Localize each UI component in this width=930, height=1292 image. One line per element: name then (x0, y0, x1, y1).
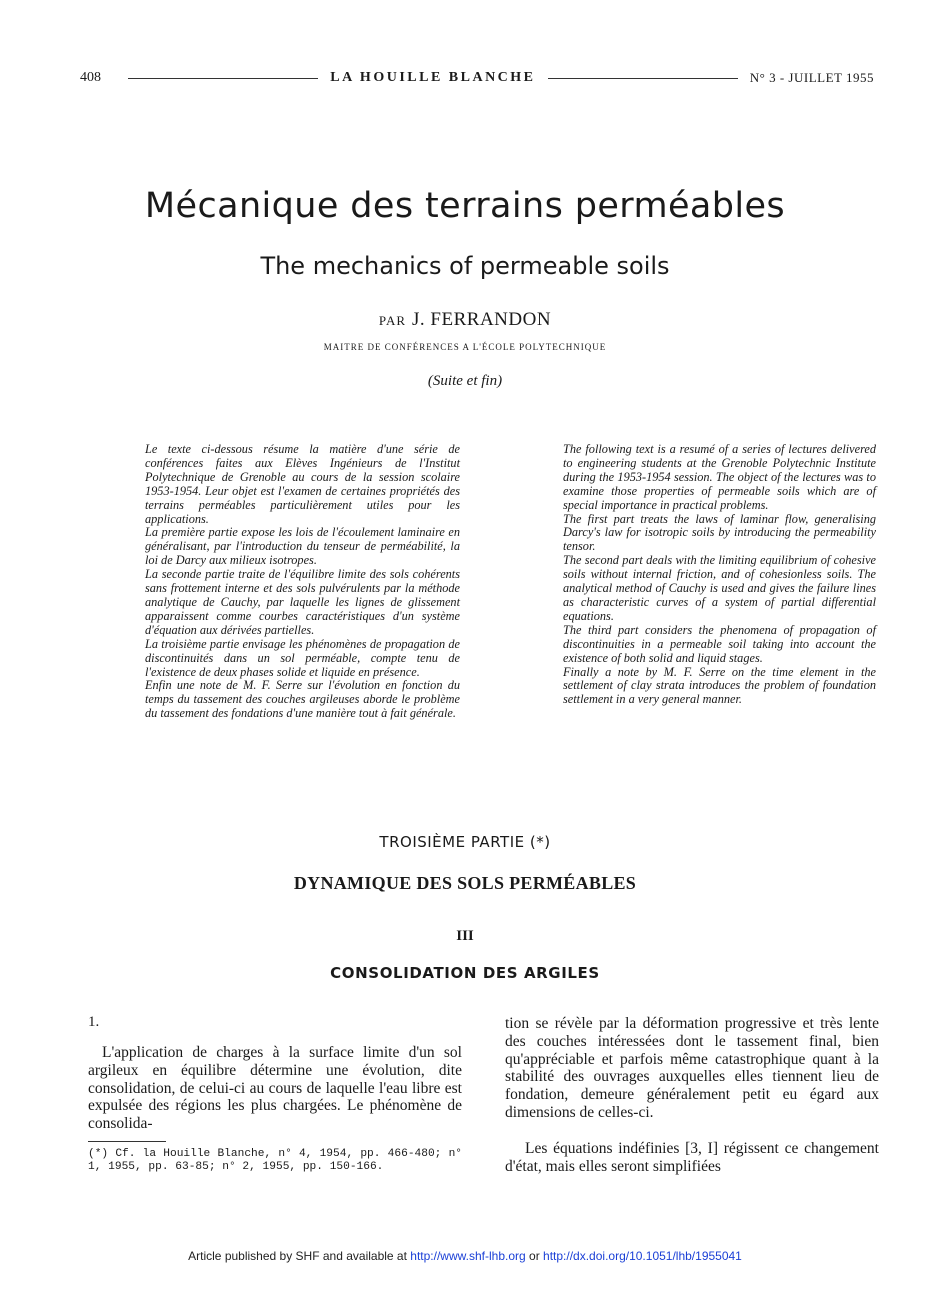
abstract-fr-paragraph: La troisième partie envisage les phénomènes de propagation de discontinuités dans un sol perméable, compte tenu de l'existence de deux phases solide et liquide en présence. (145, 636, 460, 679)
abstract-fr-paragraph: La seconde partie traite de l'équilibre limite des sols cohérents sans frottement interne et des sols pulvérulents par la méthode analytique de Cauchy, par laquelle les lignes de glissement apparaissent comme courbes caractéristiques d'un système d'équation aux dérivées partielles. (145, 567, 460, 637)
abstract-en-paragraph: The following text is a resumé of a series of lectures delivered to engineering students at the Grenoble Polytechnic Institute during the 1953-1954 session. The object of the lectures was to examine those properties of permeable soils which are of special importance in practical problems. (563, 442, 876, 512)
abstract-en-paragraph: The second part deals with the limiting equilibrium of cohesive soils without internal friction, and of cohesionless soils. The analytical method of Cauchy is used and gives the failure lines as characteristic curves of a system of partial differential equations. (563, 553, 876, 623)
abstract-en-paragraph: Finally a note by M. F. Serre on the time element in the settlement of clay strata introduces the problem of foundation settlement in a very general manner. (563, 664, 876, 707)
footnote-rule (88, 1141, 166, 1142)
abstract-fr-paragraph: Le texte ci-dessous résume la matière d'une série de conférences faites aux Elèves Ingénieurs de l'Institut Polytechnique de Grenoble au cours de la session scolaire 1953-1954. Leur objet est l'examen de certaines propriétés des terrains perméables particulièrement utiles pour les applications. (145, 442, 460, 526)
section-heading: DYNAMIQUE DES SOLS PERMÉABLES (293, 873, 637, 893)
chapter-number: III (456, 928, 474, 944)
running-header (80, 66, 874, 90)
footer-link-shf[interactable]: http://www.shf-lhb.org (410, 1249, 526, 1263)
abstract-french (145, 443, 460, 721)
abstract-fr-paragraph: La première partie expose les lois de l'écoulement laminaire en généralisant, par l'introduction du tenseur de perméabilité, la loi de Darcy aux milieux isotropes. (145, 525, 460, 568)
publication-footer (0, 1249, 930, 1263)
footnote: (*) Cf. la Houille Blanche, n° 4, 1954, pp. 466-480; n° 1, 1955, pp. 63-85; n° 2, 1955, pp. 150-166. (88, 1148, 462, 1173)
abstract-english (563, 443, 876, 707)
page-number: 408 (80, 70, 101, 85)
issue-info: N° 3 - JUILLET 1955 (749, 70, 874, 85)
continuation-note: (Suite et fin) (427, 373, 503, 389)
author-name: J. FERRANDON (412, 309, 552, 330)
abstract-en-paragraph: The third part considers the phenomena of propagation of discontinuities in a permeable soil taking into account the existence of both solid and liquid stages. (563, 622, 876, 665)
abstract-en-paragraph: The first part treats the laws of laminar flow, generalising Darcy's law for isotropic soils by introducing the permeability tensor. (563, 511, 876, 554)
header-rule-right (548, 78, 738, 79)
footer-or: or (529, 1249, 540, 1263)
body-text-column-1: L'application de charges à la surface limite d'un sol argileux en équilibre détermine une évolution, dite consolidation, de celui-ci au cours de laquelle l'eau libre est expulsée des régions les plus chargées. Le phénomène de consolida- (88, 1044, 462, 1133)
journal-name: LA HOUILLE BLANCHE (330, 70, 536, 85)
body-text-column-2-paragraph: Les équations indéfinies [3, I] régissent ce changement d'état, mais elles seront simplifiées (505, 1140, 879, 1175)
footer-prefix: Article published by SHF and available at (188, 1249, 407, 1263)
footer-link-doi[interactable]: http://dx.doi.org/10.1051/lhb/1955041 (543, 1249, 742, 1263)
section-number: 1. (88, 1014, 100, 1030)
abstract-fr-paragraph: Enfin une note de M. F. Serre sur l'évolution en fonction du temps du tassement des couches argileuses aborde le problème du tassement des fondations d'une manière tout à fait générale. (145, 678, 460, 721)
subsection-heading: CONSOLIDATION DES ARGILES (330, 964, 600, 982)
body-text-column-2: tion se révèle par la déformation progressive et très lente des couches intéressées dont le tassement final, bien qu'appréciable et parfois même catastrophique quant à la stabilité des ouvrages auxquelles elles tiennent lieu de fondation, demeure généralement petit eu égard aux dimensions de celles-ci. (505, 1015, 879, 1121)
author-prefix: PAR (378, 313, 407, 328)
article-title: Mécanique des terrains perméables (144, 186, 786, 226)
part-heading: TROISIÈME PARTIE (*) (379, 833, 551, 851)
article-subtitle: The mechanics of permeable soils (260, 252, 670, 280)
author-affiliation: MAITRE DE CONFÉRENCES A L'ÉCOLE POLYTECHNIQUE (323, 342, 607, 352)
author-line (0, 309, 930, 331)
header-rule-left (128, 78, 318, 79)
